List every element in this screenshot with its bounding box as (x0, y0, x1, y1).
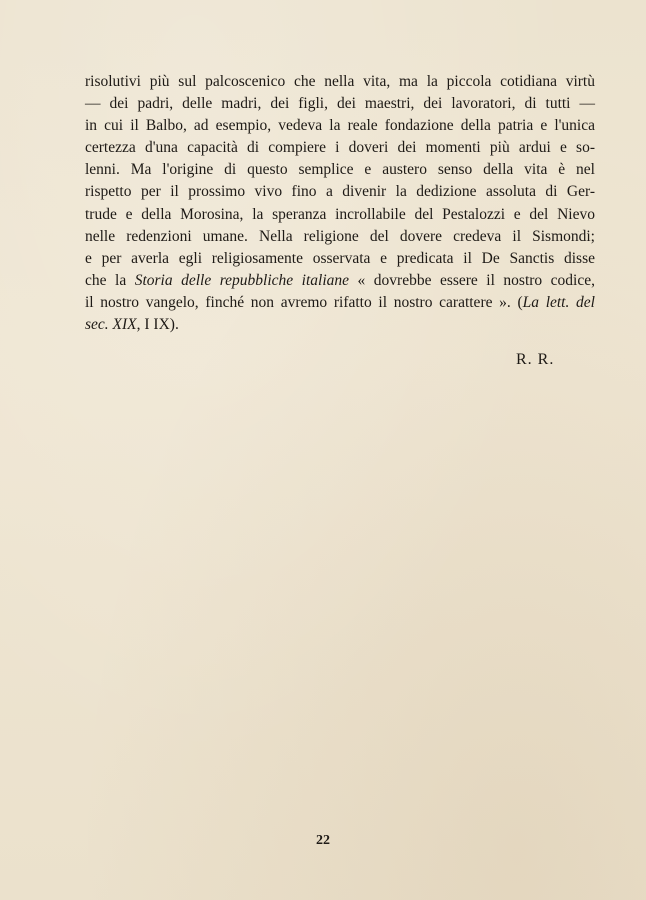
text-segment: che la (85, 271, 135, 289)
text-line (85, 115, 595, 137)
text-segment: certezza d'una capacità di compiere i doveri dei momenti più ardui e so- (85, 139, 595, 157)
text-line (85, 137, 595, 159)
text-segment: rispetto per il prossimo vivo fino a divenir la dedizione assoluta di Ger- (85, 183, 595, 201)
text-line (85, 314, 595, 336)
text-line (85, 292, 595, 314)
text-line (85, 159, 595, 181)
text-line (85, 181, 595, 203)
text-line (85, 71, 595, 93)
text-segment: in cui il Balbo, ad esempio, vedeva la reale fondazione della patria e l'unica (85, 117, 595, 135)
text-line (85, 270, 595, 292)
text-segment: « dovrebbe essere il nostro codice, (349, 271, 595, 289)
text-line (85, 248, 595, 270)
text-segment: risolutivi più sul palcoscenico che nella vita, ma la piccola cotidiana virtù (85, 73, 595, 90)
citation-reference: , I IX). (136, 316, 179, 334)
text-segment: trude e della Morosina, la speranza incrollabile del Pestalozzi e del Nievo (85, 205, 595, 223)
text-line (85, 226, 595, 248)
citation-title: sec. XIX (85, 316, 137, 334)
citation-title: La lett. del (522, 293, 595, 311)
book-title: Storia delle repubbliche italiane (134, 271, 350, 289)
signature-initials: R. R. (516, 351, 555, 368)
text-segment: e per averla egli religiosamente osservata e predicata il De Sanctis disse (85, 249, 595, 267)
text-line (85, 93, 595, 115)
text-segment: nelle redenzioni umane. Nella religione del dovere credeva il Sismondi; (85, 227, 595, 245)
text-segment: il nostro vangelo, finché non avremo rifatto il nostro carattere ». ( (85, 293, 523, 311)
text-segment: — dei padri, delle madri, dei figli, dei maestri, dei lavoratori, di tutti — (85, 95, 595, 113)
text-line (85, 204, 595, 226)
text-segment: lenni. Ma l'origine di questo semplice e austero senso della vita è nel (85, 161, 595, 179)
page-number: 22 (316, 833, 330, 848)
body-paragraph (85, 71, 595, 336)
